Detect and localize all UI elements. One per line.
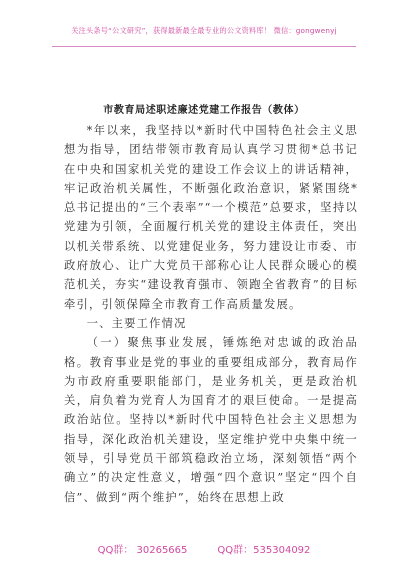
header-divider xyxy=(52,46,356,47)
footer-contact xyxy=(0,541,408,556)
document-title: 市教育局述职述廉述党建工作报告（教体） xyxy=(103,105,305,116)
body-paragraph: *年以来，我坚持以*新时代中国特色社会主义思想为指导，团结带领市教育局认真学习贯彻*总书记在中央和国家机关党的建设工作会议上的讲话精神，牢记政治机关属性，不断强化政治意识，紧紧围绕*总书记提出的“三个表率”“一个模范”总要求，坚持以党建为引领，全面履行机关党的建设主体责任，突出以机关带系统、以党建促业务，努力建设让市委、市政府放心、让广大党员干部称心让人民群众暖心的模范机关，夯实“建设教育强市、领跑全省教育”的目标牵引，引领保障全市教育工作高质量发展。 xyxy=(64,124,358,311)
header-banner: 关注头条号“公文研究”，获得最新最全最专业的公文资料库！ 微信：gongwenyj xyxy=(71,26,337,35)
section-heading: 一、主要工作情况 xyxy=(86,316,187,330)
body-paragraph: （一）聚焦事业发展，锤炼绝对忠诚的政治品格。教育事业是党的事业的重要组成部分，教育局作为市政府重要职能部门，是业务机关，更是政治机关，肩负着为党育人为国育才的艰巨使命。一是提高政治站位。坚持以*新时代中国特色社会主义思想为指导，深化政治机关建设，坚定维护党中央集中统一领导，引导党员干部筑稳政治立场，深刻领悟“两个确立”的决定性意义，增强“四个意识”坚定“四个自信”、做到“两个维护”，始终在思想上政 xyxy=(64,336,358,504)
document-body xyxy=(64,121,358,507)
footer-qq-group-1: QQ群： 30265665 xyxy=(97,545,188,556)
footer-qq-group-2: QQ群：535304092 xyxy=(217,545,311,556)
